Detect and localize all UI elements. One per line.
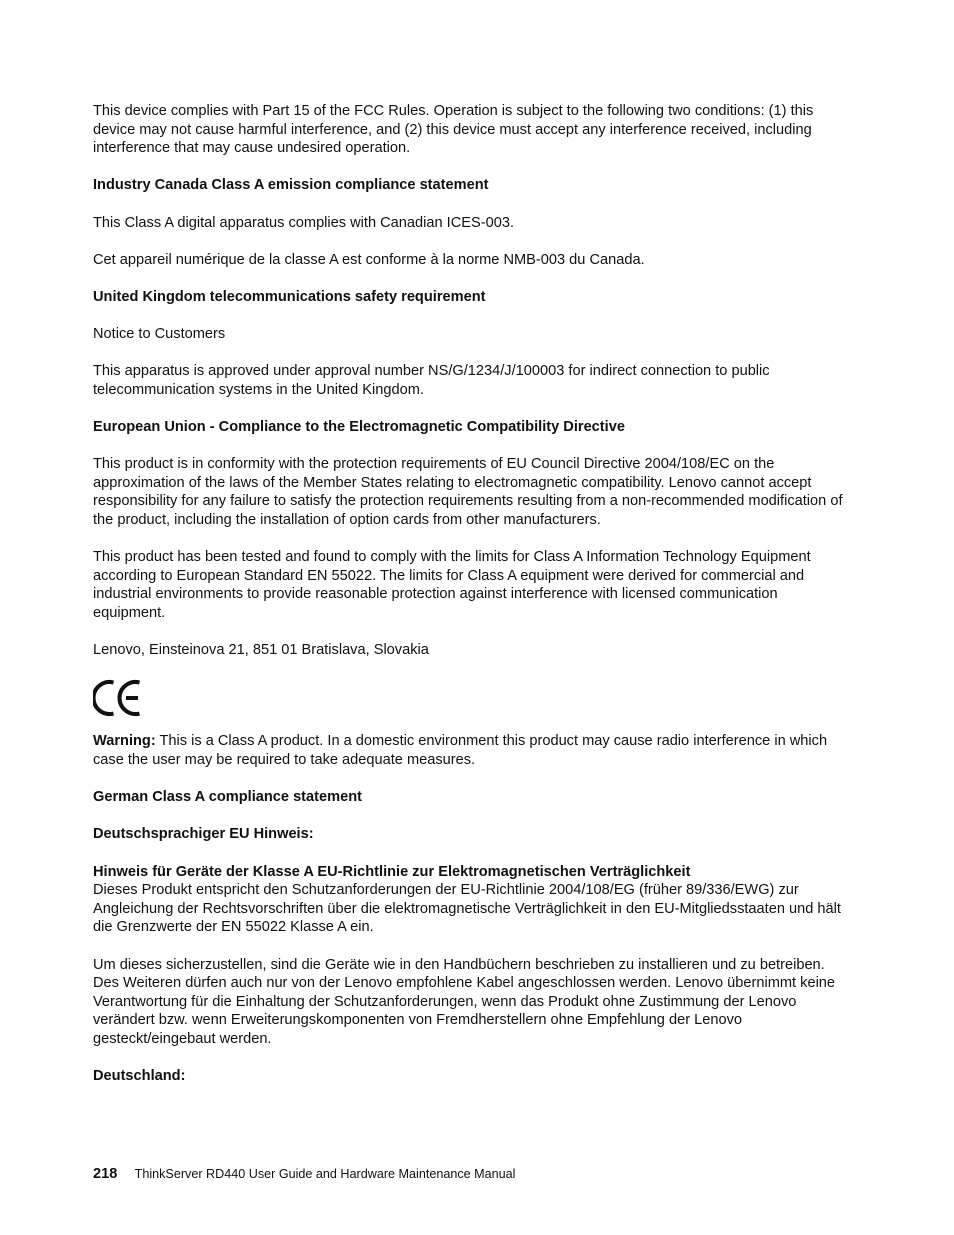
canada-heading: Industry Canada Class A emission compliance statement — [93, 177, 489, 194]
uk-approval: This apparatus is approved under approval number NS/G/1234/J/100003 for indirect connection to public telecommunication systems in the United Kingdom. — [93, 363, 770, 398]
warning-label: Warning: — [93, 733, 156, 750]
german-notice-heading: Hinweis für Geräte der Klasse A EU-Richtlinie zur Elektromagnetischen Verträglichkeit — [93, 863, 691, 880]
warning-paragraph — [93, 732, 848, 769]
eu-tested: This product has been tested and found to comply with the limits for Class A Information Technology Equipment according to European Standard EN 55022. The limits for Class A equipment were derived for commercial and industrial environments to provide reasonable protection against interference with licensed communication equipment. — [93, 549, 811, 622]
eu-address: Lenovo, Einsteinova 21, 851 01 Bratislava, Slovakia — [93, 642, 429, 659]
german-para1: Dieses Produkt entspricht den Schutzanforderungen der EU-Richtlinie 2004/108/EG (früher 89/336/EWG) zur Angleichung der Rechtsvorschriften über die elektromagnetische Verträglichkeit in den EU-Mitgliedsstaaten und hält die Grenzwerte der EN 55022 Klasse A ein. — [93, 882, 841, 936]
footer-title: ThinkServer RD440 User Guide and Hardware Maintenance Manual — [134, 1167, 516, 1181]
german-subheading: Deutschsprachiger EU Hinweis: — [93, 826, 314, 843]
page-number: 218 — [93, 1166, 118, 1182]
warning-text: This is a Class A product. In a domestic environment this product may cause radio interference in which case the user may be required to take adequate measures. — [93, 733, 828, 768]
ce-mark-icon — [93, 678, 143, 718]
uk-heading: United Kingdom telecommunications safety requirement — [93, 288, 486, 305]
deutschland-heading: Deutschland: — [93, 1068, 186, 1085]
document-page — [93, 102, 848, 1104]
page-footer — [93, 1165, 515, 1183]
german-heading: German Class A compliance statement — [93, 789, 363, 806]
german-para2: Um dieses sicherzustellen, sind die Geräte wie in den Handbüchern beschrieben zu installieren und zu betreiben. Des Weiteren dürfen auch nur von der Lenovo empfohlene Kabel angeschlossen werden. Lenovo übernimmt keine Verantwortung für die Einhaltung der Schutzanforderungen, wenn das Produkt ohne Zustimmung der Lenovo verändert bzw. wenn Erweiterungskomponenten von Fremdherstellern ohne Empfehlung der Lenovo gesteckt/eingebaut werden. — [93, 956, 836, 1047]
fcc-statement: This device complies with Part 15 of the FCC Rules. Operation is subject to the following two conditions: (1) this device may not cause harmful interference, and (2) this device must accept any interference received, including interference that may cause undesired operation. — [93, 103, 814, 157]
canada-english: This Class A digital apparatus complies with Canadian ICES-003. — [93, 214, 515, 231]
eu-heading: European Union - Compliance to the Electromagnetic Compatibility Directive — [93, 419, 625, 436]
uk-notice: Notice to Customers — [93, 326, 226, 343]
eu-conformity: This product is in conformity with the protection requirements of EU Council Directive 2004/108/EC on the approximation of the laws of the Member States relating to electromagnetic compatibility. Lenovo cannot accept responsibility for any failure to satisfy the protection requirements resulting from a non-recommended modification of the product, including the installation of option cards from other manufacturers. — [93, 456, 843, 529]
canada-french: Cet appareil numérique de la classe A est conforme à la norme NMB-003 du Canada. — [93, 251, 645, 268]
